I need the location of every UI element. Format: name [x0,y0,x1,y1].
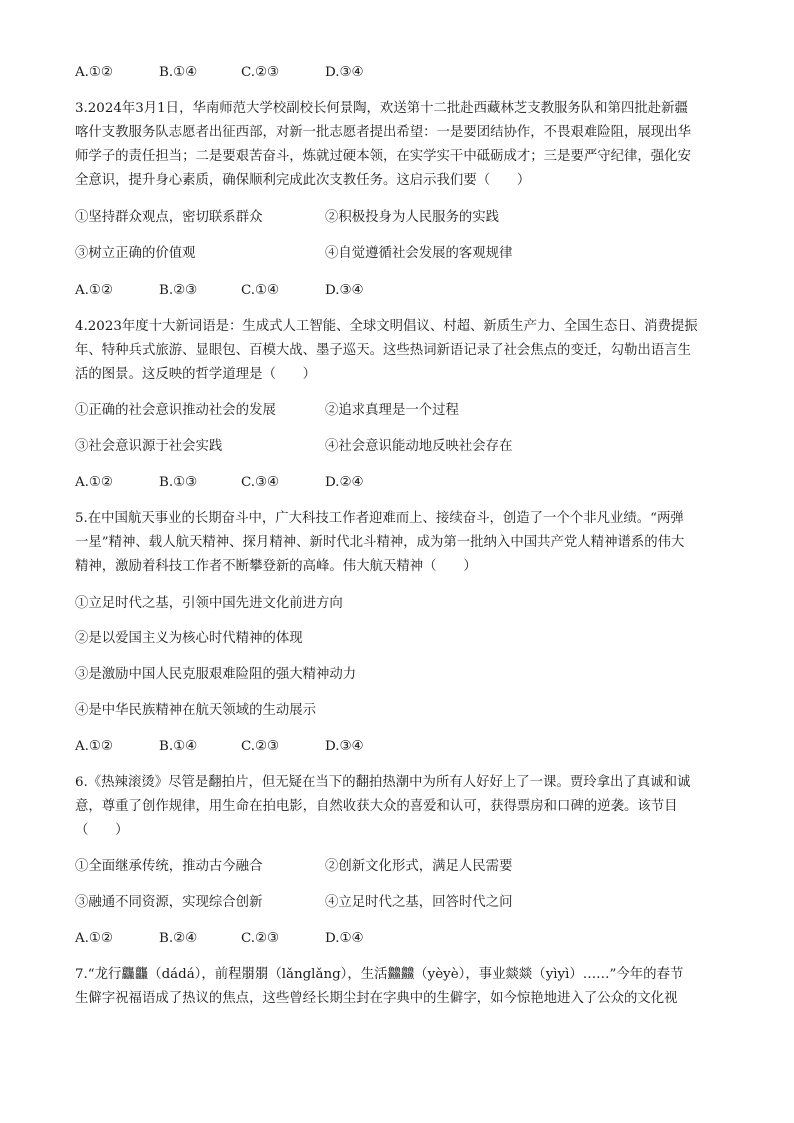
q3-stem-line: 全意识，提升身心素质，确保顺利完成此次支教任务。这启示我们要（ ） [75,173,531,188]
option-a: A.①② [75,475,113,490]
q6-options [75,930,725,948]
q4-stem-line: 活的图景。这反映的哲学道理是（ ） [75,367,317,382]
option-c: C.②③ [241,739,280,754]
q5-stem-line: 精神，激励着科技工作者不断攀登新的高峰。伟大航天精神（ ） [75,559,477,574]
q7-stem-line: 7.“龙行龘龘（dádá），前程朤朤（lǎnglǎng），生活䲜䲜（yèyè），事业燚燚（yìyì）……”今年的春节 [75,967,684,982]
q6-choices-row [75,858,725,876]
choice-3: ③树立正确的价值观 [75,246,196,261]
choice-2: ②创新文化形式，满足人民需要 [325,859,513,874]
option-a: A.①② [75,739,113,754]
q6-stem-line: 6.《热辣滚烫》尽管是翻拍片，但无疑在当下的翻拍热潮中为所有人好好上了一课。贾玲拿出了真诚和诚 [75,775,691,790]
option-b: B.②④ [159,931,198,946]
q5-choice-2: ②是以爱国主义为核心时代精神的体现 [75,631,303,646]
option-c: C.①④ [241,283,280,298]
q6-stem-line: 意，尊重了创作规律，用生命在拍电影，自然收获大众的喜爱和认可，获得票房和口碑的逆袭。该节目 [75,799,678,814]
q5-choice-4: ④是中华民族精神在航天领域的生动展示 [75,703,317,718]
q4-options [75,474,725,492]
q6-stem-line: （ ） [75,823,129,838]
option-a: A.①② [75,931,113,946]
q7-stem-line: 生僻字祝福语成了热议的焦点，这些曾经长期尘封在字典中的生僻字，如今惊艳地进入了公众的文化视 [75,991,678,1006]
q3-choices-row [75,209,725,227]
q5-choice-3: ③是激励中国人民克服艰难险阻的强大精神动力 [75,667,357,682]
option-b: B.②③ [159,283,198,298]
option-b: B.①④ [159,65,198,80]
option-b: B.①③ [159,475,198,490]
choice-3: ③融通不同资源，实现综合创新 [75,895,263,910]
option-c: C.③④ [241,475,280,490]
q5-stem-line: 5.在中国航天事业的长期奋斗中，广大科技工作者迎难而上、接续奋斗，创造了一个个非凡业绩。“两弹 [75,511,684,526]
q4-choices-row [75,402,725,420]
choice-1: ①正确的社会意识推动社会的发展 [75,403,276,418]
q5-choice-1: ①立足时代之基，引领中国先进文化前进方向 [75,596,343,611]
q5-options [75,738,725,756]
q5-stem-line: 一星”精神、载人航天精神、探月精神、新时代北斗精神，成为第一批纳入中国共产党人精神谱系的伟大 [75,535,685,550]
q3-stem-line: 喀什支教服务队志愿者出征西部，对新一批志愿者提出希望：一是要团结协作，不畏艰难险阻，展现出华 [75,125,691,140]
choice-1: ①全面继承传统，推动古今融合 [75,859,263,874]
q6-choices-row [75,894,725,912]
option-d: D.③④ [325,739,364,754]
choice-1: ①坚持群众观点，密切联系群众 [75,210,263,225]
q4-choices-row [75,438,725,456]
choice-3: ③社会意识源于社会实践 [75,439,223,454]
choice-2: ②追求真理是一个过程 [325,403,459,418]
option-a: A.①② [75,283,113,298]
choice-2: ②积极投身为人民服务的实践 [325,210,500,225]
option-c: C.②③ [241,931,280,946]
q2-options [75,64,725,82]
option-d: D.③④ [325,65,364,80]
choice-4: ④自觉遵循社会发展的客观规律 [325,246,513,261]
option-c: C.②③ [241,65,280,80]
q4-stem-line: 4.2023年度十大新词语是：生成式人工智能、全球文明倡议、村超、新质生产力、全国生态日、消费提振 [75,319,698,334]
q3-stem-line: 3.2024年3月1日，华南师范大学校副校长何景陶，欢送第十二批赴西藏林芝支教服务队和第四批赴新疆 [75,101,688,116]
option-d: D.③④ [325,283,364,298]
q3-choices-row [75,245,725,263]
q4-stem-line: 年、特种兵式旅游、显眼包、百模大战、墨子巡天。这些热词新语记录了社会焦点的变迁，勾勒出语言生 [75,343,691,358]
choice-4: ④社会意识能动地反映社会存在 [325,439,513,454]
option-b: B.①④ [159,739,198,754]
choice-4: ④立足时代之基，回答时代之问 [325,895,513,910]
option-d: D.①④ [325,931,364,946]
option-a: A.①② [75,65,113,80]
option-d: D.②④ [325,475,364,490]
q3-stem-line: 师学子的责任担当；二是要艰苦奋斗，炼就过硬本领，在实学实干中砥砺成才；三是要严守纪律，强化安 [75,149,691,164]
q3-options [75,282,725,300]
